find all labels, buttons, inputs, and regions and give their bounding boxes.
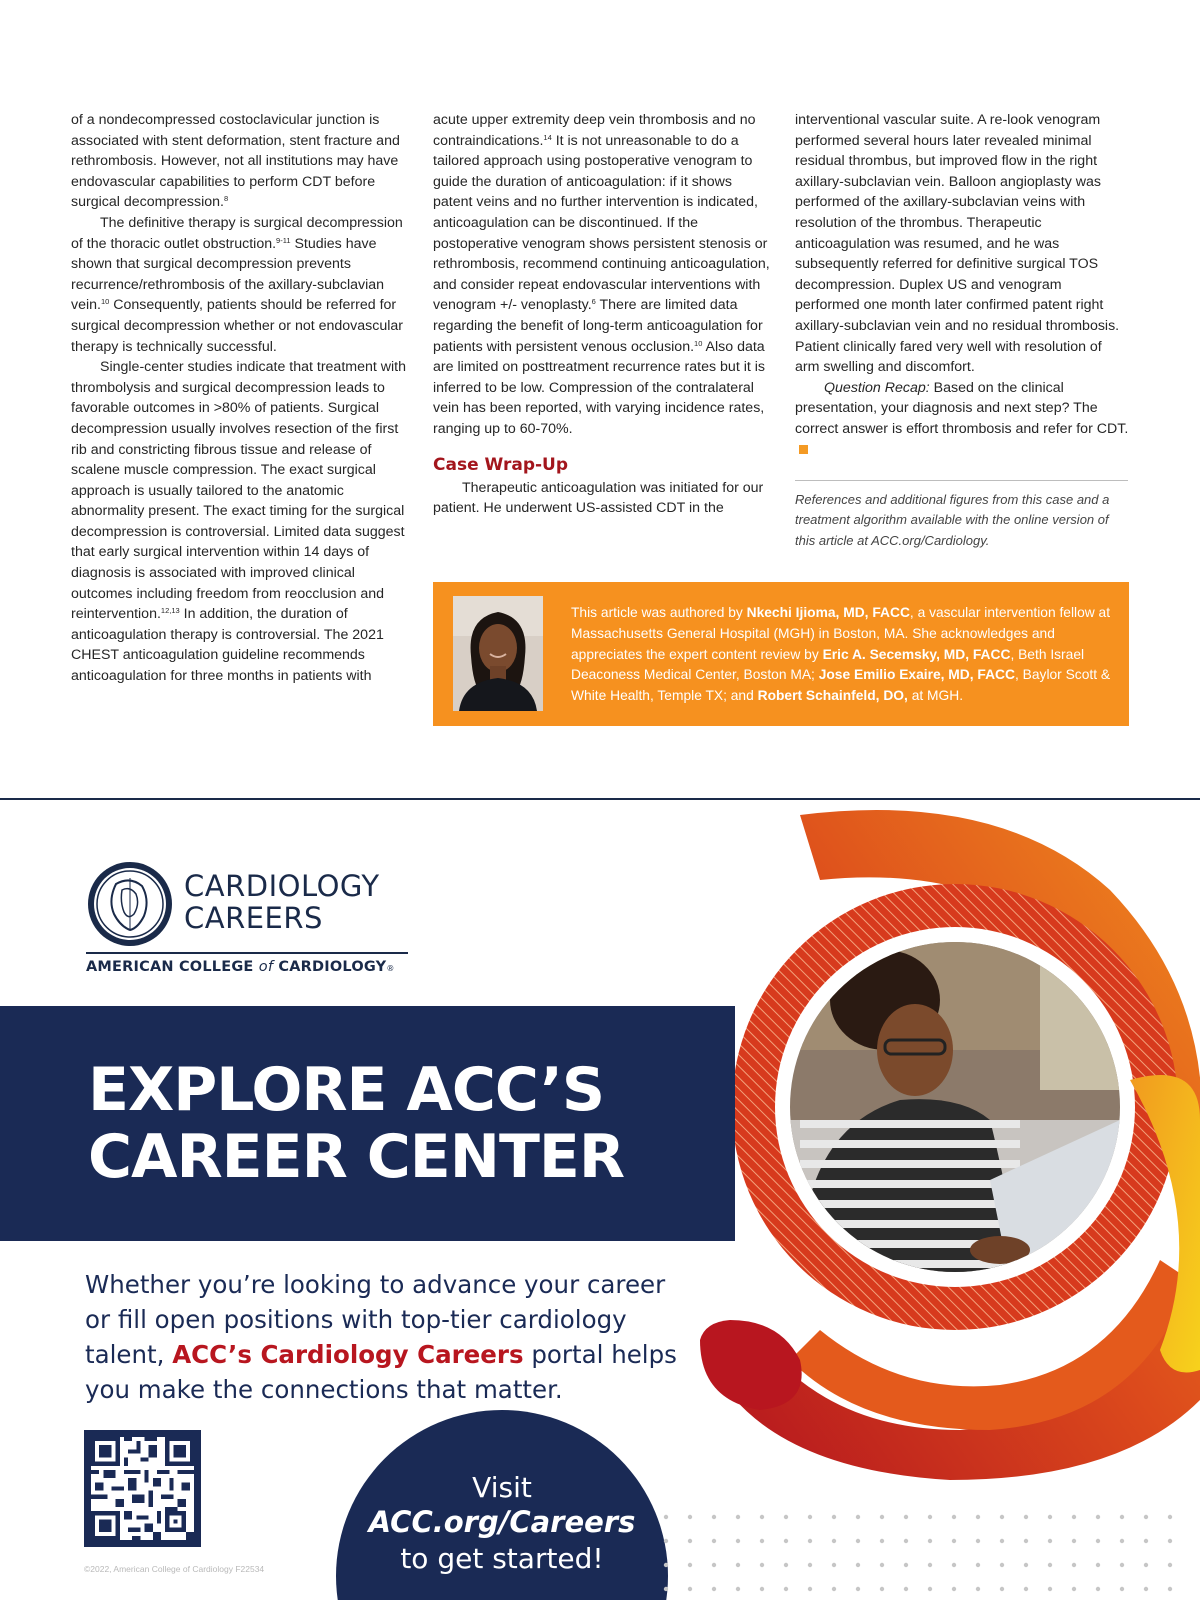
reference-superscript: 14 xyxy=(543,132,552,142)
brand-highlight: ACC’s Cardiology Careers xyxy=(172,1340,524,1369)
careers-link[interactable]: ACC.org/Careers xyxy=(368,1505,636,1539)
reviewer-name: Jose Emilio Exaire, MD, FACC xyxy=(818,667,1015,683)
cta-visit-text: Visit xyxy=(472,1471,532,1504)
reference-superscript: 10 xyxy=(694,338,703,348)
acc-wordmark: AMERICAN COLLEGE of CARDIOLOGY® xyxy=(86,959,395,975)
reference-superscript: 8 xyxy=(223,194,229,204)
author-bio-text: This article was authored by Nkechi Ijioma, MD, FACC, a vascular intervention fellow at Massachusetts General Hospital (MGH) in Boston, MA. She acknowledges and appreciates the expert content review by Eric A. Secemsky, MD, FACC, Beth Israel Deaconess Medical Center, Boston MA; Jose Emilio Exaire, MD, FACC, Baylor Scott & White Health, Temple TX; and Robert Schainfeld, DO, at MGH. xyxy=(571,605,1111,704)
author-bio-box xyxy=(433,582,1129,726)
author-name: Nkechi Ijioma, MD, FACC xyxy=(746,605,910,620)
reference-superscript: 9-11 xyxy=(276,235,291,245)
paragraph: of a nondecompressed costoclavicular junction is associated with stent deformation, stent fracture and rethrombosis. However, not all institutions may have endovascular capabilities to perform CDT before surgical decompression.$^8$ xyxy=(71,112,400,211)
copyright-notice: ©2022, American College of Cardiology F22534 xyxy=(84,1564,265,1574)
reference-superscript: 12,13 xyxy=(160,606,180,616)
reference-superscript: 10 xyxy=(100,297,110,307)
article-column-3 xyxy=(795,110,1130,551)
reviewer-name: Robert Schainfeld, DO, xyxy=(757,688,908,704)
dot-grid-decoration xyxy=(662,1513,1182,1593)
online-references-note: References and additional figures from this case and a treatment algorithm available with the online version of this article at ACC.org/Cardiology. xyxy=(795,492,1110,548)
reference-superscript: 6 xyxy=(591,297,596,307)
paragraph: Question Recap: Based on the clinical presentation, your diagnosis and next step? The correct answer is effort thrombosis and refer for CDT. xyxy=(795,378,1130,460)
ad-pitch-text: Whether you’re looking to advance your career or fill open positions with top-tier cardiology talent, ACC’s Cardiology Careers portal helps you make the connections that matter. xyxy=(85,1270,677,1404)
headline-line-2: CAREER CENTER xyxy=(88,1122,625,1192)
article-column-1 xyxy=(71,110,406,687)
paragraph: The definitive therapy is surgical decompression of the thoracic outlet obstruction.$^{9-11}$ Studies have shown that surgical decompression prevents recurrence/rethrombosis of the axillary-subclavian vein.$^{10}$ Consequently, patients should be referred for surgical decompression whether or not endovascular therapy is technically successful. xyxy=(71,214,404,355)
logo-wordmark-line-2: CAREERS xyxy=(184,901,323,935)
paragraph: Single-center studies indicate that treatment with thrombolysis and surgical decompression leads to favorable outcomes in >80% of patients. Surgical decompression usually involves resection of the first rib and constricting fibrous tissue and release of scalene muscle compression. The exact surgical approach is usually tailored to the anatomic abnormality present. The exact timing for the surgical decompression is controversial. Limited data suggest that early surgical intervention within 14 days of diagnosis is associated with improved clinical outcomes including freedom from reocclusion and reintervention.$^{12,13}$ In addition, the duration of anticoagulation therapy is controversial. The 2021 CHEST anticoagulation guideline recommends anticoagulation for three months in patients with xyxy=(71,359,406,685)
section-heading: Case Wrap-Up xyxy=(433,454,569,475)
end-of-article-mark xyxy=(799,445,808,454)
logo-wordmark-line-1: CARDIOLOGY xyxy=(184,869,380,903)
paragraph: acute upper extremity deep vein thrombosis and no contraindications.$^{14}$ It is not unreasonable to do a tailored approach using postoperative venogram to guide the duration of anticoagulation: if it shows patent veins and no further intervention is indicated, anticoagulation can be discontinued. If the postoperative venogram shows persistent stenosis or rethrombosis, recommend continuing anticoagulation, and consider repeat endovascular interventions with venogram +/- venoplasty.$^6$ There are limited data regarding the benefit of long-term anticoagulation for patients with persistent venous occlusion.$^{10}$ Also data are limited on posttreatment recurrence rates but it is inferred to be low. Compression of the contralateral vein has been reported, with varying incidence rates, ranging up to 60-70%. xyxy=(433,112,770,437)
logo-divider xyxy=(86,952,408,954)
reviewer-name: Eric A. Secemsky, MD, FACC xyxy=(822,646,1011,662)
headline-line-1: EXPLORE ACC’S xyxy=(88,1055,605,1125)
paragraph: Therapeutic anticoagulation was initiated for our patient. He underwent US-assisted CDT in the xyxy=(433,479,764,517)
recap-label: Question Recap: xyxy=(824,379,930,396)
acc-seal-logo xyxy=(86,860,174,948)
paragraph: interventional vascular suite. A re-look venogram performed several hours later revealed minimal residual thrombus, but improved flow in the right axillary-subclavian vein. Balloon angioplasty was performed of the axillary-subclavian veins with resolution of the thrombus. Therapeutic anticoagulation was resumed, and he was subsequently referred for definitive surgical TOS decompression. Duplex US and venogram performed one month later confirmed patent right axillary-subclavian vein and no residual thrombosis. Patient clinically fared very well with resolution of arm swelling and discomfort. xyxy=(795,112,1120,376)
qr-code[interactable] xyxy=(84,1430,201,1547)
author-photo xyxy=(453,596,543,711)
divider xyxy=(795,480,1128,481)
cta-start-text: to get started! xyxy=(400,1542,604,1575)
article-column-2 xyxy=(433,110,773,519)
